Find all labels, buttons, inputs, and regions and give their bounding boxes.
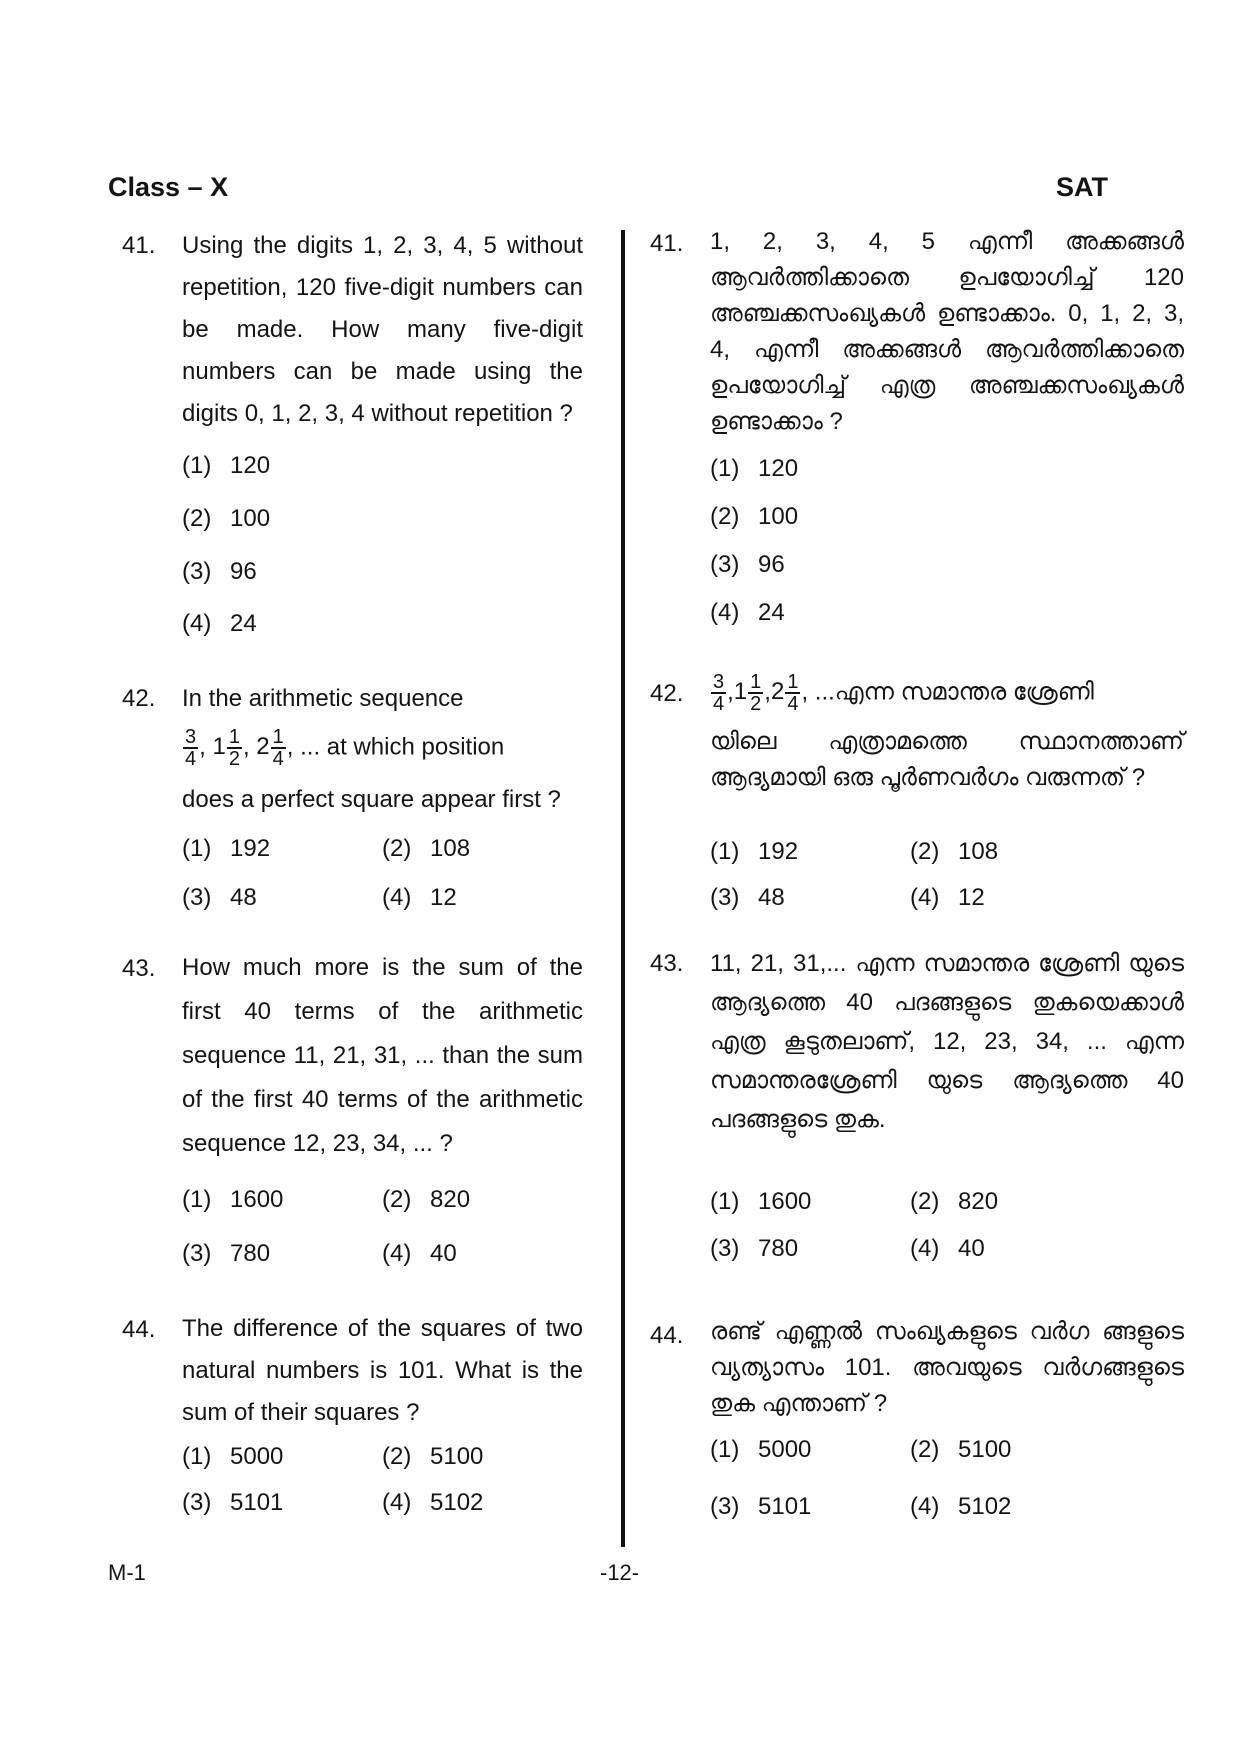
option-3: (3) 48 — [710, 884, 785, 911]
option-3: (3) 96 — [710, 551, 785, 578]
option-2: (2) 5100 — [382, 1443, 484, 1470]
mixed-number: 2 $\frac{1}{4}$ — [770, 671, 799, 715]
option-3: (3) 96 — [182, 558, 257, 585]
question-number: 41. — [122, 232, 156, 259]
option-4: (4) 24 — [182, 610, 257, 637]
option-4: (4) 24 — [710, 599, 785, 626]
option-3: (3) 48 — [182, 884, 257, 911]
option-1: (1) 192 — [182, 835, 271, 862]
question-number: 43. — [122, 955, 156, 982]
question-text: യിലെ എത്രാമത്തെ സ്ഥാനത്താണ് ആദ്യമായി ഒരു പൂർണവർഗം വരുന്നത് ? — [710, 728, 1184, 791]
exam-label: SAT — [1056, 172, 1108, 202]
option-1: (1) 120 — [182, 452, 271, 479]
sequence-line: $\frac{3}{4}$ , 1 $\frac{1}{2}$ , 2 $\frac{1}{4}$ , ... at which position — [185, 726, 505, 770]
question-text: How much more is the sum of the first 40 terms of the arithmetic sequence 11, 21, 31, ... than the sum of the first 40 terms of the arithmetic sequence 12, 23, 34, ... ? — [182, 954, 583, 1157]
option-1: (1) 1600 — [182, 1186, 284, 1213]
option-1: (1) 5000 — [710, 1436, 812, 1463]
question-text-line-3: does a perfect square appear first ? — [182, 786, 561, 813]
question-text: The difference of the squares of two natural numbers is 101. What is the sum of their squares ? — [182, 1315, 583, 1426]
question-text-line-1: In the arithmetic sequence — [182, 685, 464, 712]
option-3: (3) 780 — [710, 1235, 799, 1262]
option-2: (2) 820 — [382, 1186, 471, 1213]
page-number: -12- — [600, 1560, 640, 1585]
option-2: (2) 820 — [910, 1188, 999, 1215]
question-text: Using the digits 1, 2, 3, 4, 5 without repetition, 120 five-digit numbers can be made. How many five-digit numbers can be made using the digits 0, 1, 2, 3, 4 without repetition ? — [182, 232, 583, 427]
question-number: 43. — [650, 950, 684, 977]
option-4: (4) 40 — [382, 1240, 457, 1267]
question-text: 1, 2, 3, 4, 5 എന്നീ അക്കങ്ങൾ ആവർത്തിക്കാതെ ഉപയോഗിച്ച് 120 അഞ്ചക്കസംഖ്യകൾ ഉണ്ടാക്കാം. 0, 1, 2, 3, 4, എന്നീ അക്കങ്ങൾ ആവർത്തിക്കാതെ ഉപയോഗിച്ച് എത്ര അഞ്ചക്കസംഖ്യകൾ ഉണ്ടാക്കാം ? — [710, 228, 1184, 435]
question-number: 44. — [122, 1316, 156, 1343]
fraction: $\frac{3}{4}$ — [713, 671, 725, 715]
mixed-number: 2 $\frac{1}{4}$ — [256, 726, 284, 770]
option-4: (4) 5102 — [910, 1493, 1012, 1520]
paper-code: M-1 — [108, 1560, 146, 1585]
option-4: (4) 12 — [910, 884, 985, 911]
question-number: 42. — [650, 680, 684, 707]
question-number: 42. — [122, 685, 156, 712]
option-4: (4) 12 — [382, 884, 457, 911]
option-2: (2) 5100 — [910, 1436, 1012, 1463]
option-3: (3) 780 — [182, 1240, 271, 1267]
mixed-number: 1 $\frac{1}{2}$ — [733, 671, 762, 715]
mixed-number: 1 $\frac{1}{2}$ — [212, 726, 240, 770]
sequence-line: $\frac{3}{4}$ ,1 $\frac{1}{2}$ ,2 $\frac{1}{4}$ , ...എന്ന സമാന്തര ശ്രേണി — [713, 671, 1094, 715]
question-number: 41. — [650, 230, 684, 257]
option-2: (2) 108 — [382, 835, 471, 862]
fraction: $\frac{3}{4}$ — [185, 726, 197, 770]
column-divider — [621, 230, 625, 1547]
option-1: (1) 192 — [710, 838, 799, 865]
question-text: രണ്ട് എണ്ണൽ സംഖ്യകളുടെ വർഗ ങ്ങളുടെ വ്യത്യാസം 101. അവയുടെ വർഗങ്ങളുടെ തുക എന്താണ് ? — [710, 1318, 1184, 1417]
option-3: (3) 5101 — [182, 1489, 284, 1516]
option-3: (3) 5101 — [710, 1493, 812, 1520]
option-1: (1) 120 — [710, 455, 799, 482]
class-label: Class – X — [108, 172, 229, 202]
option-4: (4) 5102 — [382, 1489, 484, 1516]
option-4: (4) 40 — [910, 1235, 985, 1262]
question-text: 11, 21, 31,... എന്ന സമാന്തര ശ്രേണി യുടെ ആദ്യത്തെ 40 പദങ്ങളുടെ തുകയെക്കാൾ എത്ര കൂടുതലാണ്, 12, 23, 34, ... എന്ന സമാന്തരശ്രേണി യുടെ ആദ്യത്തെ 40 പദങ്ങളുടെ തുക. — [710, 950, 1184, 1133]
question-number: 44. — [650, 1322, 684, 1349]
option-1: (1) 1600 — [710, 1188, 812, 1215]
option-2: (2) 100 — [710, 503, 799, 530]
option-2: (2) 108 — [910, 838, 999, 865]
option-1: (1) 5000 — [182, 1443, 284, 1470]
option-2: (2) 100 — [182, 505, 271, 532]
